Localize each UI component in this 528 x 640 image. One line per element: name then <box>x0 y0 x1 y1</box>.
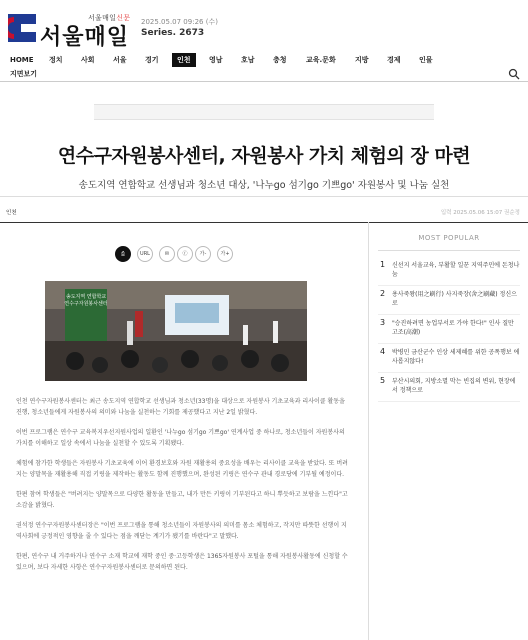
popular-item-title[interactable]: "승진하려면 농업부서로 가야 한다!" 인사 질만 고조(高潮) <box>392 320 514 336</box>
font-increase-button[interactable]: 가+ <box>217 246 233 262</box>
article-subhead: 송도지역 연합학교 선생님과 청소년 대상, '나누go 섬기go 기쁘go' 자원봉사 및 나눔 실천 <box>78 180 450 191</box>
facebook-icon[interactable]: ⓕ <box>177 246 193 262</box>
nav-item-seoul[interactable]: 서울 <box>113 56 127 64</box>
nav-item-honam[interactable]: 호남 <box>241 56 255 64</box>
print-icon[interactable]: ⎙ <box>115 246 131 262</box>
article-paragraph: 권석정 연수구자원봉사센터장은 "이번 프로그램을 통해 청소년들이 자원봉사의 의미를 몸소 체험하고, 작지만 따뜻한 선행이 지역사회에 긍정적인 영향을 줄 수 있다는 점을 깨닫는 계기가 됐기를 바란다"고 말했다. <box>16 522 347 540</box>
article-headline: 연수구자원봉사센터, 자원봉사 가치 체험의 장 마련 <box>57 145 471 167</box>
article-paragraph: 한편, 연수구 내 거주하거나 연수구 소재 학교에 재학 중인 중·고등학생은 1365자원봉사 포털을 통해 자원봉사활동에 신청할 수 있으며, 보다 자세한 사항은 연수구자원봉사센터로 문의하면 된다. <box>16 553 348 571</box>
popular-item-title[interactable]: 부산시의회, 지방소멸 막는 빈집의 변위, 현장에서 정책으로 <box>392 378 516 394</box>
nav-item-home[interactable]: HOME <box>10 56 34 64</box>
article-body <box>16 397 352 583</box>
section-tag[interactable]: 인천 <box>6 210 17 216</box>
nav-item-people[interactable]: 인물 <box>419 56 433 64</box>
ad-banner[interactable] <box>94 104 434 120</box>
photo-banner-text-2: 연수구자원봉사센터 <box>64 301 108 307</box>
main-nav <box>0 53 528 67</box>
popular-item[interactable] <box>378 286 520 315</box>
popular-rank: 2 <box>380 289 386 298</box>
url-copy-button[interactable]: URL <box>137 246 153 262</box>
font-decrease-button[interactable]: 가- <box>195 246 211 262</box>
nav-item-education[interactable]: 교육.문화 <box>306 56 336 64</box>
series-number: Series. 2673 <box>141 28 205 38</box>
nav-item-politics[interactable]: 정치 <box>49 56 63 64</box>
popular-rank: 4 <box>380 347 386 356</box>
divider <box>0 222 528 223</box>
nav-item-yeongnam[interactable]: 영남 <box>209 56 223 64</box>
article-paragraph: 이번 프로그램은 연수구 교육복지우선지원사업의 일환인 '나누go 섬기go 기쁘go' 연계사업 중 하나로, 청소년들이 자원봉사의 가치를 이해하고 일상 속에서 나눔을 실천할 수 있도록 기획됐다. <box>16 429 345 447</box>
article-photo <box>45 281 307 381</box>
photo-banner-text-1: 송도지역 연합학교 <box>65 294 107 300</box>
nav-item-economy[interactable]: 경제 <box>387 56 401 64</box>
site-header <box>0 0 528 52</box>
logo-caption: 서울매일신문 <box>88 14 131 22</box>
popular-item[interactable] <box>378 257 520 286</box>
article-paragraph: 인천 연수구자원봉사센터는 최근 송도지역 연합학교 선생님과 청소년(33명)을 대상으로 자원봉사 기초교육과 리사이클 활동을 진행, 청소년들에게 자원봉사의 의미와 나눔을 실천하는 기회를 제공했다고 지난 2일 밝혔다. <box>16 398 345 416</box>
nav-divider <box>0 81 528 82</box>
dateline: 2025.05.07 09:26 (수) <box>141 18 218 26</box>
sidebar-divider <box>368 222 369 640</box>
most-popular-sidebar <box>378 234 520 402</box>
popular-item[interactable] <box>378 344 520 373</box>
article-paragraph: 한편 참여 학생들은 "버려지는 양말목으로 다양한 활동을 만들고, 내가 만든 키링이 기부된다고 하니 뿌듯하고 보람을 느낀다"고 소감을 밝혔다. <box>16 491 348 509</box>
nav-item-society[interactable]: 사회 <box>81 56 95 64</box>
sidebar-title: MOST POPULAR <box>378 234 520 251</box>
search-icon[interactable] <box>508 68 520 80</box>
article-meta: 입력 2025.05.06 15:07 권순정 <box>440 210 520 216</box>
popular-rank: 3 <box>380 318 386 327</box>
popular-rank: 5 <box>380 376 386 385</box>
popular-rank: 1 <box>380 260 386 269</box>
popular-item[interactable] <box>378 315 520 344</box>
nav-item-gyeonggi[interactable]: 경기 <box>145 56 159 64</box>
logo-text[interactable]: 서울매일 <box>40 25 130 50</box>
nav-item-chungcheong[interactable]: 충청 <box>273 56 287 64</box>
email-icon[interactable]: ✉ <box>159 246 175 262</box>
logo-icon[interactable] <box>8 14 36 42</box>
nav-item-print-edition[interactable]: 지면보기 <box>10 70 38 78</box>
popular-item[interactable] <box>378 373 520 402</box>
article-paragraph: 체험에 참가한 학생들은 자원봉사 기초교육에 이어 환경보호와 자원 재활용의 중요성을 배우는 리사이클 교육을 받았다. 또 버려지는 양말목을 재활용해 직접 키링을 제작하는 활동도 함께 진행했으며, 완성된 키링은 연수구 관내 경로당에 기부될 예정이다. <box>16 460 348 478</box>
divider <box>0 196 528 197</box>
photo-illustration <box>45 281 307 381</box>
nav-item-local[interactable]: 지방 <box>355 56 369 64</box>
nav-item-incheon[interactable]: 인천 <box>172 53 196 67</box>
popular-item-title[interactable]: 박병민 금산군수 인상 세제혜를 위한 공폭행보 에사롭지않다! <box>392 349 520 365</box>
popular-item-title[interactable]: 용사죽왕(用之刷行) 사지죽장(舍之刷藏) 정신으로 <box>392 291 517 307</box>
popular-item-title[interactable]: 신선지 서울교육, 부활할 일꾼 지역주민에 돈청나눔 <box>392 262 520 278</box>
